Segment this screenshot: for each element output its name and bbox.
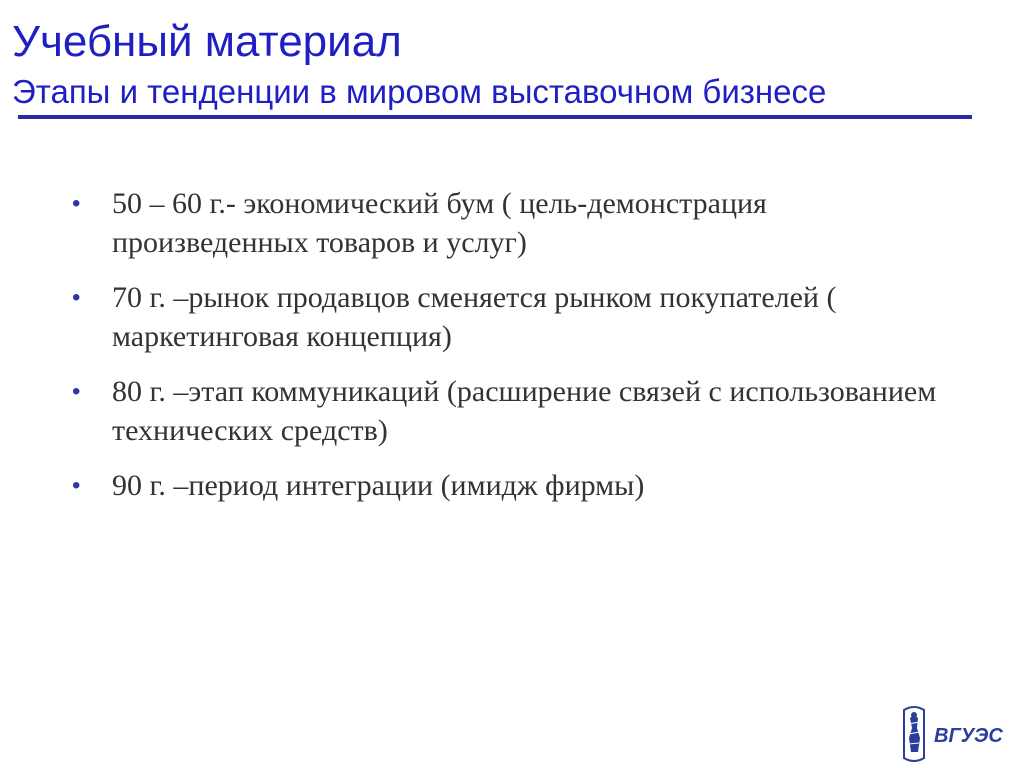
bullet-text: 80 г. –этап коммуникаций (расширение связей с использованием технических средств)	[112, 375, 937, 447]
bullet-icon: •	[72, 284, 81, 311]
bullet-icon: •	[72, 472, 81, 499]
slide-subtitle: Этапы и тенденции в мировом выставочном бизнесе	[12, 73, 827, 110]
bullet-icon: •	[72, 190, 81, 217]
bullet-text: 50 – 60 г.- экономический бум ( цель-демонстрация произведенных товаров и услуг)	[112, 187, 767, 259]
bullet-icon: •	[72, 378, 81, 405]
bullet-text: 90 г. –период интеграции (имидж фирмы)	[112, 469, 645, 502]
slide-title: Учебный материал	[12, 17, 402, 66]
university-emblem-icon	[904, 707, 924, 761]
bullet-item	[70, 278, 970, 356]
bullet-text: 70 г. –рынок продавцов сменяется рынком покупателей ( маркетинговая концепция)	[112, 281, 837, 353]
title-divider	[18, 115, 972, 119]
bullet-item	[70, 466, 970, 505]
logo-text: ВГУЭС	[934, 725, 1003, 747]
bullet-item	[70, 372, 970, 450]
bullet-item	[70, 184, 970, 262]
bullet-list	[70, 184, 970, 521]
university-logo	[898, 704, 1018, 764]
